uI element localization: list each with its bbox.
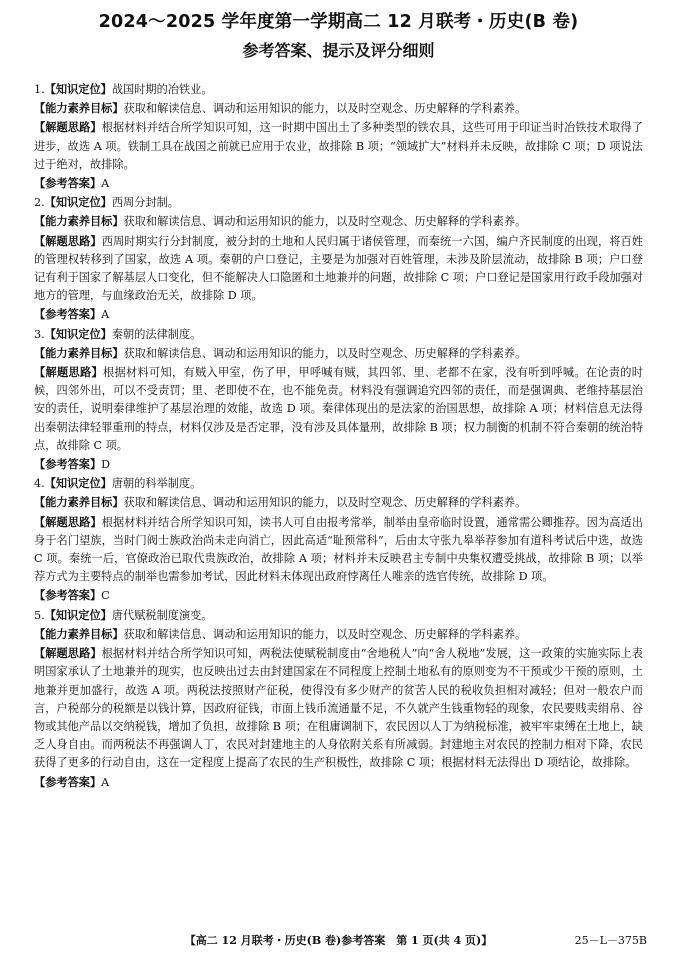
ability-goal [34,212,643,231]
ability-goal [34,625,643,644]
solution-analysis-text: 西周时期实行分封制度，被分封的土地和人民归属于诸侯管理，而秦统一六国，编户齐民制度的出现，将百姓的管理权转移到了国家，故选 A 项。秦朝的户口登记，主要是为加强对百姓管理，未涉及阶层流动，故排除 B 项；户口登记有利于国家了解基层人口变化，但不能解决人口隐匿和土地兼并的问题，故排除 C 项；户口登记是国家用行政手段加强对地方的管理，与血缘政治无关，故排除 D 项。 [34,234,643,303]
reference-answer-text: A [101,177,110,191]
question-block [34,80,643,193]
ability-goal-label: 【能力素养目标】 [34,626,124,641]
ability-goal-text: 获取和解读信息、调动和运用知识的能力，以及时空观念、历史解释的学科素养。 [123,215,527,229]
knowledge-point-label: 【知识定位】 [44,476,112,491]
ability-goal-text: 获取和解读信息、调动和运用知识的能力，以及时空观念、历史解释的学科素养。 [123,627,527,641]
solution-analysis-label: 【解题思路】 [34,233,102,248]
reference-answer-text: C [101,589,110,603]
question-block [34,606,643,792]
question-number: 2. [34,196,45,210]
reference-answer [34,773,643,792]
reference-answer-text: A [101,775,110,789]
question-block [34,193,643,324]
solution-analysis-text: 根据材料可知，有贼入甲室，伤了甲，甲呼喊有贼，其四邻、里、老都不在家，没有听到呼喊。在论责的时候，四邻外出，可以不受责罚；里、老即使不在，也不能免责。材料没有强调追究四邻的责任，而是强调典、老维持基层治安的责任，说明秦律维护了基层治理的效能，故选 D 项。秦律体现出的是法家的治国思想，故排除 A 项；材料信息无法得出秦朝法律轻罪重刑的特点，材料仅涉及是否定罪，没有涉及具体量刑，故排除 B 项；权力制衡的机制不符合秦朝的统治特点，故排除 C 项。 [34,366,643,452]
solution-analysis-label: 【解题思路】 [34,514,102,529]
reference-answer [34,305,643,324]
knowledge-point-label: 【知识定位】 [44,326,112,341]
ability-goal-label: 【能力素养目标】 [34,101,124,116]
question-number: 1. [34,83,45,96]
page-title: 2024～2025 学年度第一学期高二 12 月联考・历史(B 卷) [98,12,579,32]
solution-analysis-text: 根据材料并结合所学知识可知，两税法使赋税制度由“舍地税人”向“舍人税地”发展，这一政策的实施实际上表明国家承认了土地兼并的现实，也反映出过去由封建国家在不同程度上控制土地私有的原则变为不干预或少干预的原则，土地兼并更加盛行，故选 A 项。两税法按照财产征税，使得没有多少财产的贫苦人民的税收负担相对减轻；但对一般农户而言，户税部分的税额是以钱计算，因政府征钱，市面上钱币流通量不足，不久就产生钱重物轻的现象，农民要贱卖绢帛、谷物或其他产品以交纳税钱，增加了负担，故排除 B 项；在租庸调制下，农民因以人丁为纳税标准，被牢牢束缚在土地上，缺乏人身自由。而两税法不再强调人丁，农民对封建地主的人身依附关系有所减弱。封建地主对农民的控制力相对下降，农民获得了更多的行动自由，这在一定程度上提高了农民的生产积极性，故排除 C 项；根据材料无法得出 D 项结论，故排除。 [34,647,643,770]
ability-goal-text: 获取和解读信息、调动和运用知识的能力，以及时空观念、历史解释的学科素养。 [123,346,527,360]
page-subtitle: 参考答案、提示及评分细则 [242,41,435,60]
question-number: 4. [34,477,45,491]
ability-goal-label: 【能力素养目标】 [34,214,124,229]
solution-analysis-text: 根据材料并结合所学知识可知，读书人可自由报考常举，制举由皇帝临时设置，通常需公卿推荐。因为高适出身于名门望族，当时门阀士族政治尚未走向消亡，因此高适“耻预常科”，后由太守张九皋举荐参加有道科考试后中选，故选 C 项。秦统一后，官僚政治已取代贵族政治，故排除 A 项；材料并未反映君主专制中央集权遭受挑战，故排除 B 项；以举荐方式为主要特点的制举也需参加考试，因此材料未体现出政府悖离任人唯亲的选官传统，故排除 D 项。 [34,515,643,584]
reference-answer-label: 【参考答案】 [34,176,102,191]
knowledge-point-label: 【知识定位】 [44,607,112,622]
reference-answer-label: 【参考答案】 [34,307,102,322]
knowledge-point [34,193,643,212]
solution-analysis-label: 【解题思路】 [34,120,102,135]
knowledge-point-text: 西周分封制。 [111,196,179,210]
ability-goal-text: 获取和解读信息、调动和运用知识的能力，以及时空观念、历史解释的学科素养。 [123,496,527,510]
reference-answer [34,586,643,605]
reference-answer [34,455,643,474]
solution-analysis [34,513,643,587]
footer-page-info: 【高二 12 月联考・历史(B 卷)参考答案 第 1 页(共 4 页)】 [184,934,493,947]
reference-answer-label: 【参考答案】 [34,457,102,472]
answer-list [34,80,643,792]
reference-answer-label: 【参考答案】 [34,588,102,603]
ability-goal [34,344,643,363]
footer-paper-code: 25－L－375B [574,934,647,947]
ability-goal [34,99,643,118]
knowledge-point [34,325,643,344]
question-number: 3. [34,327,45,341]
reference-answer-text: D [101,458,111,472]
knowledge-point [34,80,643,99]
knowledge-point-text: 唐朝的科举制度。 [111,477,202,491]
reference-answer-text: A [101,308,110,322]
reference-answer [34,174,643,193]
question-number: 5. [34,608,45,622]
solution-analysis-label: 【解题思路】 [34,365,103,380]
solution-analysis-label: 【解题思路】 [34,646,102,661]
knowledge-point-text: 唐代赋税制度演变。 [111,608,213,622]
ability-goal-label: 【能力素养目标】 [34,345,124,360]
solution-analysis-text: 根据材料并结合所学知识可知，这一时期中国出土了多种类型的铁农具，这些可用于印证当时冶铁技术取得了进步，故选 A 项。铁制工具在战国之前就已应用于农业，故排除 B 项；“领域扩大”材料并未反映，故排除 C 项；D 项说法过于绝对，故排除。 [34,121,643,171]
knowledge-point-text: 秦朝的法律制度。 [111,327,202,341]
ability-goal-text: 获取和解读信息、调动和运用知识的能力，以及时空观念、历史解释的学科素养。 [123,102,527,116]
solution-analysis [34,118,643,174]
question-block [34,325,643,475]
ability-goal-label: 【能力素养目标】 [34,495,124,510]
solution-analysis [34,363,643,455]
reference-answer-label: 【参考答案】 [34,774,102,789]
ability-goal [34,493,643,512]
solution-analysis [34,644,643,772]
question-block [34,474,643,605]
knowledge-point-text: 战国时期的冶铁业。 [111,83,213,96]
knowledge-point [34,474,643,493]
knowledge-point [34,606,643,625]
solution-analysis [34,232,643,306]
knowledge-point-label: 【知识定位】 [44,195,112,210]
knowledge-point-label: 【知识定位】 [44,82,112,96]
